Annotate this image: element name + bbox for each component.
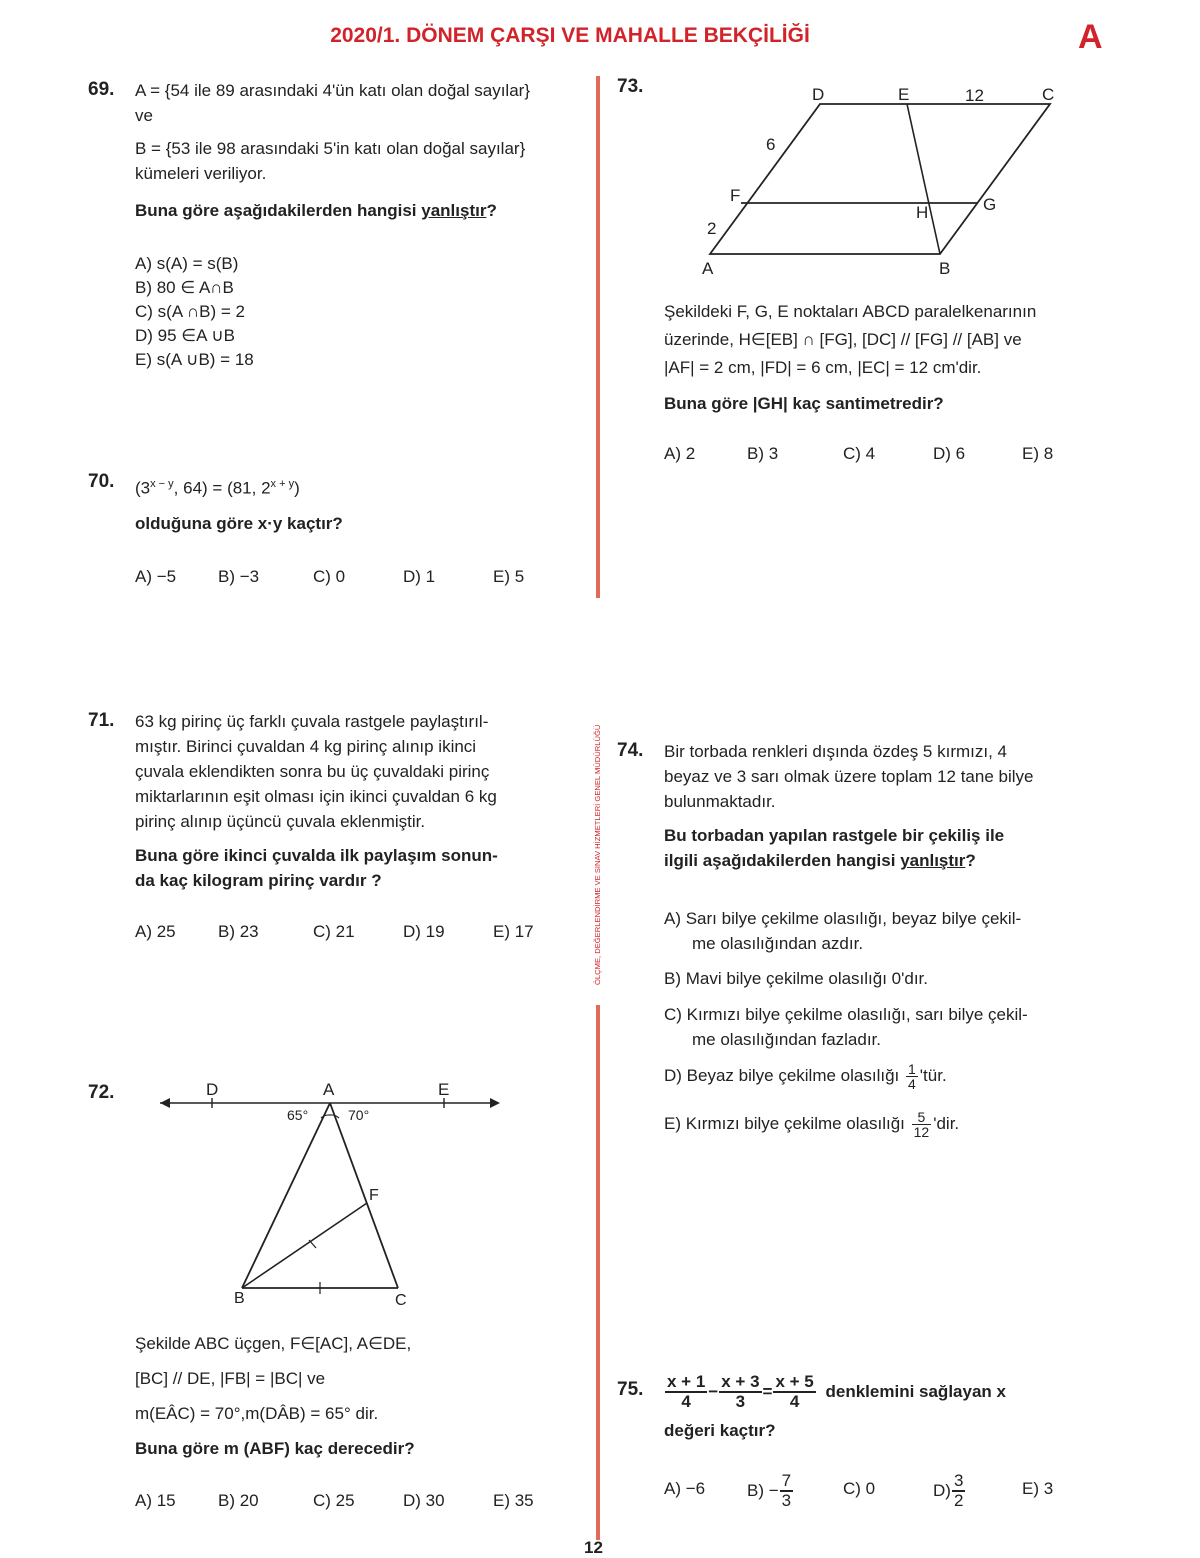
- label-e: E: [438, 1080, 450, 1099]
- q74-option-a[interactable]: [664, 906, 1134, 956]
- q70-option-b[interactable]: B) −3: [218, 567, 260, 586]
- q74-question-line: Bu torbadan yapılan rastgele bir çekiliş ile: [664, 826, 1005, 845]
- fraction-denominator: 3: [735, 1392, 746, 1411]
- q75-option-a[interactable]: A) −6: [664, 1479, 706, 1498]
- q69-option-e[interactable]: E) s(A ∪B) = 18: [135, 350, 254, 369]
- q69-option-d[interactable]: D) 95 ∈A ∪B: [135, 326, 236, 345]
- label-d: D: [206, 1080, 219, 1099]
- segment-bf: [242, 1203, 367, 1288]
- q71-option-b[interactable]: B) 23: [218, 922, 259, 941]
- question-number: 75.: [617, 1379, 644, 1400]
- q73-question: Buna göre |GH| kaç santimetredir?: [664, 394, 944, 413]
- q69-options: [135, 252, 254, 372]
- q72-option-b[interactable]: B) 20: [218, 1491, 259, 1510]
- label-d: D: [812, 85, 825, 104]
- q72-line: [BC] // DE, |FB| = |BC| ve: [135, 1369, 326, 1388]
- q74-stem: [664, 739, 1134, 873]
- q74-option-e[interactable]: [664, 1110, 959, 1139]
- label-c: C: [395, 1292, 407, 1309]
- page-number: 12: [584, 1538, 603, 1557]
- fraction-denominator: 4: [908, 1076, 916, 1092]
- label-b: B: [939, 259, 951, 278]
- q73-parallelogram-figure: [690, 80, 1070, 280]
- column-divider-top: [596, 76, 600, 598]
- arrow-left-icon: [160, 1098, 170, 1108]
- q74-line: bulunmaktadır.: [664, 792, 776, 811]
- label-b: B: [234, 1290, 245, 1307]
- label-f: F: [730, 186, 741, 205]
- side-ab: [242, 1103, 330, 1288]
- label-f: F: [369, 1187, 379, 1204]
- q73-option-a[interactable]: A) 2: [664, 444, 696, 463]
- q73-option-e[interactable]: E) 8: [1022, 444, 1054, 463]
- q73-stem: [664, 298, 1134, 418]
- label-12: 12: [965, 86, 984, 105]
- q72-triangle-figure: [150, 1070, 510, 1315]
- q72-line: Şekilde ABC üçgen, F∈[AC], A∈DE,: [135, 1334, 412, 1353]
- question-number: 69.: [88, 79, 115, 100]
- label-g: G: [983, 195, 997, 214]
- question-number: 72.: [88, 1082, 115, 1103]
- q71-option-c[interactable]: C) 21: [313, 922, 355, 941]
- q69-option-a[interactable]: A) s(A) = s(B): [135, 254, 239, 273]
- q69-question-underlined: yanlıştır: [421, 201, 487, 220]
- label-h: H: [916, 203, 929, 222]
- q75-equation: [664, 1373, 1006, 1411]
- q69-stem: [135, 78, 585, 223]
- q74-option-b[interactable]: B) Mavi bilye çekilme olasılığı 0'dır.: [664, 969, 929, 988]
- q75-option-d-text: D): [933, 1481, 951, 1500]
- q70-eq-part: (3: [135, 478, 151, 498]
- q75-question: değeri kaçtır?: [664, 1421, 776, 1440]
- fraction: [906, 1062, 918, 1091]
- q71-question-line: Buna göre ikinci çuvalda ilk paylaşım sonun-: [135, 846, 498, 865]
- fraction-numerator: 3: [953, 1471, 964, 1490]
- label-a: A: [323, 1080, 335, 1099]
- label-e: E: [898, 85, 910, 104]
- q70-exponent: x + y: [270, 478, 295, 490]
- q74-question-underlined: yanlıştır: [900, 851, 966, 870]
- q74-question-text: ilgili aşağıdakilerden hangisi: [664, 851, 901, 870]
- angle-label-65: 65°: [287, 1107, 309, 1123]
- q74-option-d-text: D) Beyaz bilye çekilme olasılığı: [664, 1065, 900, 1085]
- angle-label-70: 70°: [348, 1107, 370, 1123]
- q73-option-b[interactable]: B) 3: [747, 444, 779, 463]
- q74-option-a-line: A) Sarı bilye çekilme olasılığı, beyaz bilye çekil-: [664, 909, 1022, 928]
- operator: −: [708, 1382, 719, 1401]
- q72-question: Buna göre m (ABF) kaç derecedir?: [135, 1439, 415, 1458]
- q72-option-c[interactable]: C) 25: [313, 1491, 355, 1510]
- q74-option-c[interactable]: [664, 1002, 1134, 1052]
- label-a: A: [702, 259, 714, 278]
- q73-line: Şekildeki F, G, E noktaları ABCD paralelkenarının: [664, 302, 1037, 321]
- q69-question-text: Buna göre aşağıdakilerden hangisi: [135, 201, 422, 220]
- parallelogram-abcd: [710, 104, 1050, 254]
- booklet-letter: A: [1078, 18, 1103, 56]
- q70-option-d[interactable]: D) 1: [403, 567, 436, 586]
- q75-option-d[interactable]: [933, 1472, 966, 1510]
- q70-option-c[interactable]: C) 0: [313, 567, 346, 586]
- fraction: [912, 1110, 932, 1139]
- q73-line: üzerinde, H∈[EB] ∩ [FG], [DC] // [FG] // [AB] ve: [664, 330, 1022, 349]
- q71-question-line: da kaç kilogram pirinç vardır ?: [135, 871, 382, 890]
- q75-option-c[interactable]: C) 0: [843, 1479, 876, 1498]
- q70-option-a[interactable]: A) −5: [135, 567, 177, 586]
- q73-option-d[interactable]: D) 6: [933, 444, 966, 463]
- fraction: [952, 1472, 965, 1510]
- fraction-numerator: 5: [912, 1110, 932, 1125]
- fraction-numerator: x + 1: [667, 1372, 706, 1391]
- exam-title: 2020/1. DÖNEM ÇARŞI VE MAHALLE BEKÇİLİĞİ: [330, 24, 810, 47]
- q70-option-e[interactable]: E) 5: [493, 567, 525, 586]
- q71-option-d[interactable]: D) 19: [403, 922, 445, 941]
- q72-option-d[interactable]: D) 30: [403, 1491, 445, 1510]
- q74-option-c-line: me olasılığından fazladır.: [692, 1030, 882, 1049]
- fraction: [665, 1373, 707, 1411]
- q70-question: olduğuna göre x·y kaçtır?: [135, 514, 343, 533]
- q69-line: A = {54 ile 89 arasındaki 4'ün katı olan doğal sayılar}: [135, 81, 530, 100]
- q69-line: ve: [135, 106, 153, 125]
- label-c: C: [1042, 85, 1055, 104]
- q70-exponent: x − y: [150, 478, 174, 490]
- q71-line: pirinç alınıp üçüncü çuvala eklenmiştir.: [135, 812, 426, 831]
- column-divider-bottom: [596, 1005, 600, 1540]
- arrow-right-icon: [490, 1098, 500, 1108]
- question-number: 74.: [617, 740, 644, 761]
- fraction-numerator: x + 3: [721, 1372, 760, 1391]
- q71-line: 63 kg pirinç üç farklı çuvala rastgele paylaştırıl-: [135, 712, 489, 731]
- fraction-denominator: 2: [953, 1491, 964, 1510]
- q74-question-line: [664, 848, 1134, 873]
- q74-option-d-suffix: 'tür.: [919, 1065, 947, 1085]
- q74-question-mark: ?: [965, 851, 976, 870]
- q72-option-e[interactable]: E) 35: [493, 1491, 534, 1510]
- side-ac: [330, 1103, 398, 1288]
- fraction-numerator: x + 5: [775, 1372, 814, 1391]
- question-number: 73.: [617, 76, 644, 97]
- fraction-denominator: 3: [781, 1491, 792, 1510]
- vertical-institution-text: [590, 610, 604, 990]
- q71-stem: [135, 709, 585, 893]
- q71-line: çuvala eklendikten sonra bu üç çuvaldaki pirinç: [135, 762, 490, 781]
- label-6: 6: [766, 135, 776, 154]
- q72-option-a[interactable]: A) 15: [135, 1491, 176, 1510]
- q71-line: mıştır. Birinci çuvaldan 4 kg pirinç alınıp ikinci: [135, 737, 477, 756]
- q71-option-a[interactable]: A) 25: [135, 922, 176, 941]
- q74-line: beyaz ve 3 sarı olmak üzere toplam 12 tane bilye: [664, 767, 1034, 786]
- q74-option-e-suffix: 'dir.: [933, 1113, 960, 1133]
- q69-option-c[interactable]: C) s(A ∩B) = 2: [135, 302, 245, 321]
- fraction-denominator: 12: [913, 1124, 930, 1140]
- q74-line: Bir torbada renkleri dışında özdeş 5 kırmızı, 4: [664, 742, 1007, 761]
- fraction: [780, 1472, 793, 1510]
- q71-line: miktarlarının eşit olması için ikinci çuvaldan 6 kg: [135, 787, 497, 806]
- equal-mark-bf: [309, 1240, 316, 1248]
- fraction-numerator: 7: [781, 1471, 792, 1490]
- q74-option-e-text: E) Kırmızı bilye çekilme olasılığı: [664, 1113, 905, 1133]
- q70-equation: [135, 472, 300, 501]
- fraction-denominator: 4: [789, 1392, 800, 1411]
- q73-option-c[interactable]: C) 4: [843, 444, 876, 463]
- q69-question: [135, 198, 585, 223]
- q74-option-d[interactable]: [664, 1062, 947, 1091]
- q69-question-mark: ?: [486, 201, 497, 220]
- q75-option-e[interactable]: E) 3: [1022, 1479, 1054, 1498]
- question-number: 70.: [88, 471, 115, 492]
- fraction-numerator: 1: [908, 1061, 916, 1077]
- operator: =: [762, 1382, 773, 1401]
- q71-option-e[interactable]: E) 17: [493, 922, 534, 941]
- q69-line: kümeleri veriliyor.: [135, 164, 267, 183]
- label-2: 2: [707, 219, 717, 238]
- q74-option-a-line: me olasılığından azdır.: [692, 934, 864, 953]
- q75-option-b-text: B) −: [747, 1481, 779, 1500]
- fraction: [773, 1373, 815, 1411]
- q72-stem: [135, 1326, 585, 1466]
- q74-option-c-line: C) Kırmızı bilye çekilme olasılığı, sarı bilye çekil-: [664, 1005, 1028, 1024]
- q70-eq-part: , 64) = (81, 2: [173, 478, 271, 498]
- q75-text: denklemini sağlayan x: [825, 1382, 1006, 1401]
- q73-line: |AF| = 2 cm, |FD| = 6 cm, |EC| = 12 cm'dir.: [664, 358, 982, 377]
- q72-line: m(EÂC) = 70°,m(DÂB) = 65° dir.: [135, 1404, 379, 1423]
- q69-line: B = {53 ile 98 arasındaki 5'in katı olan doğal sayılar}: [135, 139, 526, 158]
- segment-eb: [907, 104, 940, 254]
- fraction-denominator: 4: [681, 1392, 691, 1411]
- question-number: 71.: [88, 710, 115, 731]
- institution-text: ÖLÇME, DEĞERLENDİRME VE SINAV HİZMETLERİ GENEL MÜDÜRLÜĞÜ: [593, 724, 602, 985]
- q69-option-b[interactable]: B) 80 ∈ A∩B: [135, 278, 234, 297]
- fraction: [719, 1373, 761, 1411]
- q75-option-b[interactable]: [747, 1472, 794, 1510]
- q70-eq-part: ): [294, 478, 300, 498]
